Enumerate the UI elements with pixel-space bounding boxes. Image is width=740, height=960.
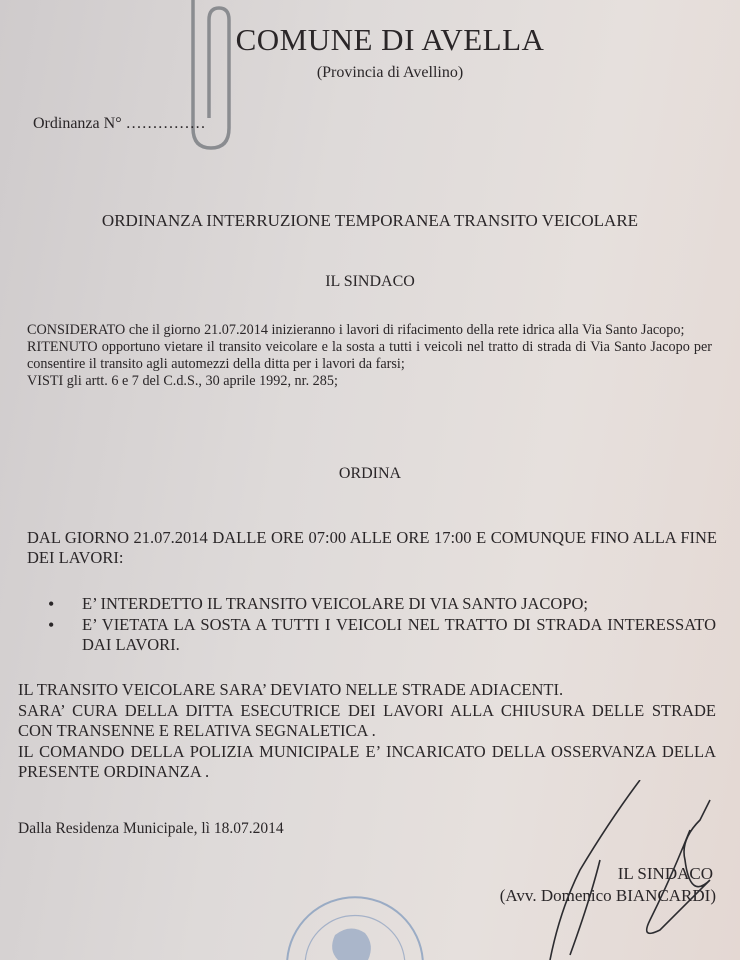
closing-line: SARA’ CURA DELLA DITTA ESECUTRICE DEI LAVORI ALLA CHIUSURA DELLE STRADE CON TRANSENNE E RELATIVA SEGNALETICA . [18,700,716,740]
premise-considerato: CONSIDERATO che il giorno 21.07.2014 inizieranno i lavori di rifacimento della rete idrica alla Via Santo Jacopo; [27,322,685,338]
signature-name: (Avv. Domenico BIANCARDI) [499,886,716,905]
official-stamp [280,885,430,960]
premise-visti: VISTI gli artt. 6 e 7 del C.d.S., 30 aprile 1992, nr. 285; [27,373,338,389]
closing-provisions [18,680,716,783]
ordinance-heading: ORDINANZA INTERRUZIONE TEMPORANEA TRANSITO VEICOLARE [101,211,639,230]
document-subtitle: (Provincia di Avellino) [316,64,464,81]
document-title: COMUNE DI AVELLA [235,22,545,57]
closing-line: IL COMANDO DELLA POLIZIA MUNICIPALE E’ INCARICATO DELLA OSSERVANZA DELLA PRESENTE ORDINANZA . [18,741,716,781]
order-item: • E’ INTERDETTO IL TRANSITO VEICOLARE DI VIA SANTO JACOPO; [48,594,716,614]
ordinance-number: Ordinanza N° …………… [33,115,206,132]
authority-heading: IL SINDACO [325,273,415,290]
signature-role: IL SINDACO [617,864,713,883]
order-list [48,594,716,656]
closing-line: IL TRANSITO VEICOLARE SARA’ DEVIATO NELLE STRADE ADIACENTI. [18,680,564,699]
order-heading: ORDINA [338,465,402,482]
handwritten-signature [540,780,740,960]
premise-ritenuto: RITENUTO opportuno vietare il transito veicolare e la sosta a tutti i veicoli nel tratto di strada di Via Santo Jacopo per consentire il transito agli automezzi della ditta per i lavori da farsi; [27,339,712,372]
order-item: • E’ VIETATA LA SOSTA A TUTTI I VEICOLI NEL TRATTO DI STRADA INTERESSATO DAI LAVORI. [48,615,716,655]
place-date: Dalla Residenza Municipale, lì 18.07.2014 [18,820,284,837]
premises [27,322,712,390]
order-intro: DAL GIORNO 21.07.2014 DALLE ORE 07:00 ALLE ORE 17:00 E COMUNQUE FINO ALLA FINE DEI LAVORI: [27,528,717,567]
